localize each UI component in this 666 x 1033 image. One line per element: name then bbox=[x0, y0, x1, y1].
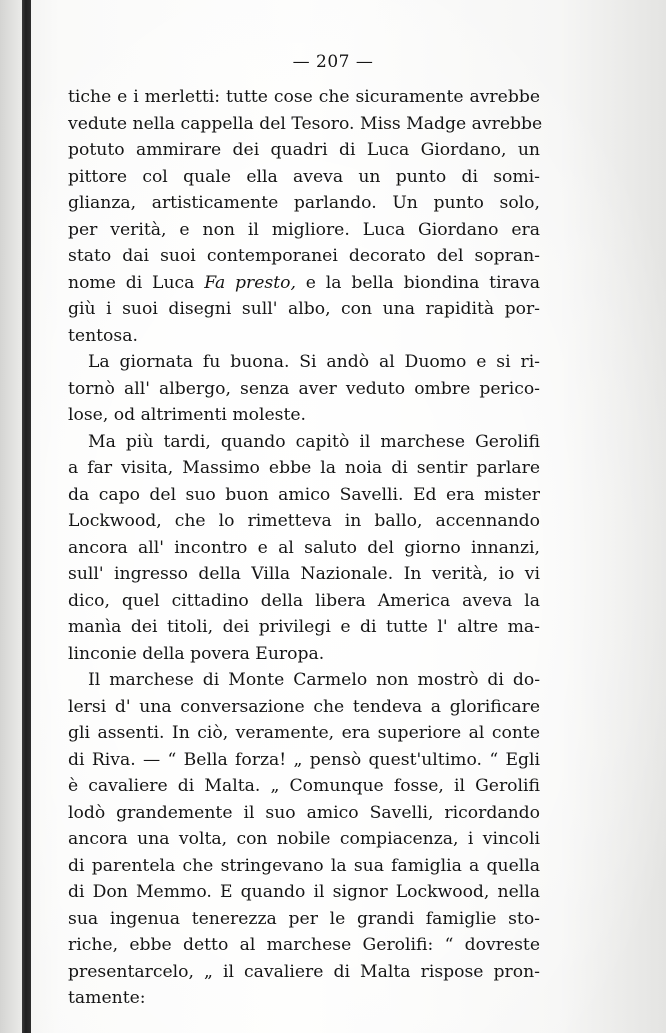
text-line: sua ingenua tenerezza per le grandi famiglie sto- bbox=[68, 908, 540, 929]
text-line: stato dai suoi contemporanei decorato del sopran- bbox=[68, 246, 540, 266]
body-text bbox=[68, 84, 543, 1012]
text-line: tentosa. bbox=[68, 325, 138, 346]
text-line: glianza, artisticamente parlando. Un punto solo, bbox=[68, 193, 540, 213]
text-line: manìa dei titoli, dei privilegi e di tutte l' altre ma- bbox=[68, 617, 540, 637]
text-line: ancora una volta, con nobile compiacenza, i vincoli bbox=[68, 829, 540, 849]
text-line: giù i suoi disegni sull' albo, con una rapidità por- bbox=[68, 299, 540, 319]
text-line: potuto ammirare dei quadri di Luca Giordano, un bbox=[68, 140, 540, 160]
text-line: tornò all' albergo, senza aver veduto ombre perico- bbox=[68, 378, 540, 399]
italic-phrase: Fa presto, bbox=[204, 272, 296, 293]
text-line: vedute nella cappella del Tesoro. Miss Madge avrebbe bbox=[68, 113, 543, 134]
text-line: Lockwood, che lo rimetteva in ballo, accennando bbox=[68, 511, 540, 531]
text-line: a far visita, Massimo ebbe la noia di sentir parlare bbox=[68, 458, 540, 478]
text-line: sull' ingresso della Villa Nazionale. In verità, io vi bbox=[68, 564, 540, 584]
text-line: di Riva. — “ Bella forza! „ pensò quest'ultimo. “ Egli bbox=[68, 749, 540, 770]
paragraph bbox=[68, 429, 540, 668]
page-number: — 207 — bbox=[292, 52, 374, 72]
text-line: linconie della povera Europa. bbox=[68, 643, 325, 664]
book-spine-shadow-bar bbox=[22, 0, 31, 1033]
paragraph bbox=[68, 667, 540, 1012]
text-line: Il marchese di Monte Carmelo non mostrò di do- bbox=[88, 670, 540, 690]
paragraph bbox=[68, 349, 540, 429]
text-line: di parentela che stringevano la sua famiglia a quella bbox=[68, 855, 540, 876]
text-line: per verità, e non il migliore. Luca Giordano era bbox=[68, 219, 540, 240]
text-line: pittore col quale ella aveva un punto di somi- bbox=[68, 166, 540, 187]
text-line: lodò grandemente il suo amico Savelli, ricordando bbox=[68, 802, 540, 823]
text-line: lose, od altrimenti moleste. bbox=[68, 405, 307, 425]
paragraph bbox=[68, 84, 543, 349]
text-line: La giornata fu buona. Si andò al Duomo e si ri- bbox=[88, 352, 540, 372]
text-line: è cavaliere di Malta. „ Comunque fosse, il Gerolifi bbox=[68, 776, 540, 796]
text-line: lersi d' una conversazione che tendeva a glorificare bbox=[68, 696, 540, 717]
page-edge-shadow bbox=[0, 0, 22, 1033]
text-line: riche, ebbe detto al marchese Gerolifi: “ dovreste bbox=[68, 935, 540, 955]
text-line: gli assenti. In ciò, veramente, era superiore al conte bbox=[68, 723, 540, 743]
text-line: tamente: bbox=[68, 988, 146, 1008]
text-line: di Don Memmo. E quando il signor Lockwood, nella bbox=[68, 882, 540, 902]
text-line: nome di Luca Fa presto, e la bella biondina tirava bbox=[68, 272, 540, 293]
text-line: Ma più tardi, quando capitò il marchese Gerolifi bbox=[88, 431, 540, 452]
text-line: presentarcelo, „ il cavaliere di Malta rispose pron- bbox=[68, 961, 540, 982]
text-line: ancora all' incontro e al saluto del giorno innanzi, bbox=[68, 537, 540, 558]
text-line: dico, quel cittadino della libera America aveva la bbox=[68, 590, 540, 611]
text-line: tiche e i merletti: tutte cose che sicuramente avrebbe bbox=[68, 87, 540, 107]
text-line: da capo del suo buon amico Savelli. Ed era mister bbox=[68, 484, 540, 505]
